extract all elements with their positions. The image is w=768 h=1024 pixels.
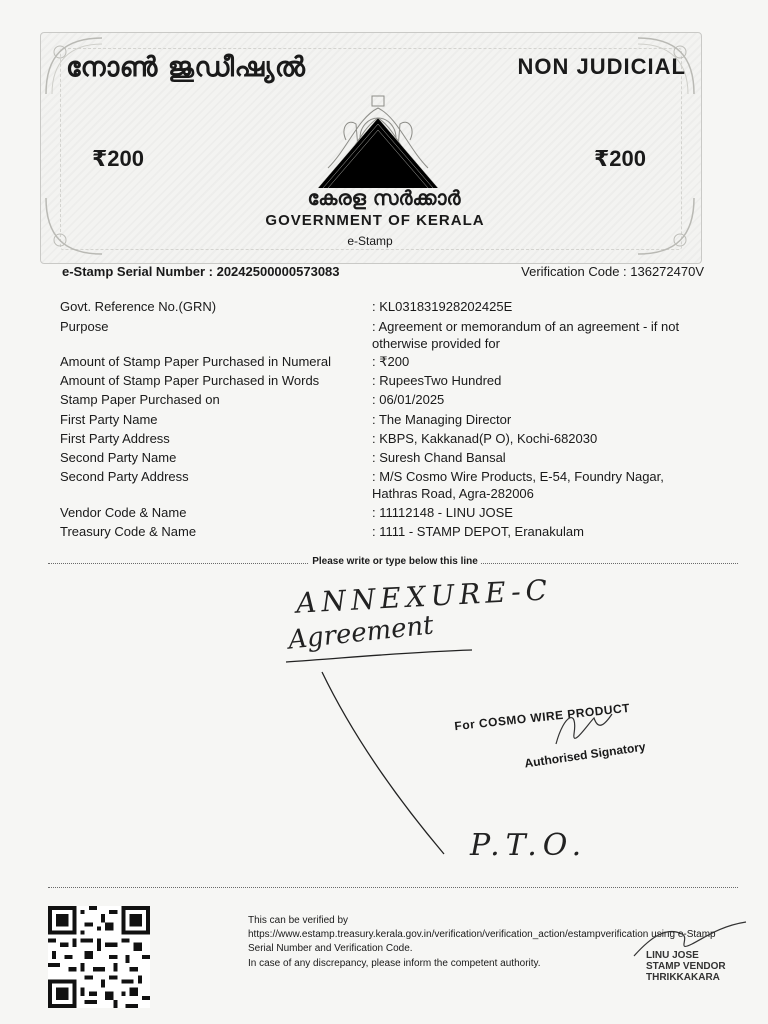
authorised-signatory: Authorised Signatory [523, 739, 647, 771]
detail-label: Treasury Code & Name [60, 524, 197, 539]
write-below-label [0, 556, 768, 567]
detail-value: : The Managing Director [372, 412, 512, 427]
qr-code-icon [48, 906, 150, 1008]
detail-value: : M/S Cosmo Wire Products, E-54, Foundry Nagar, Hathras Road, Agra-282006 [372, 469, 664, 501]
vendor-name: LINU JOSE [646, 950, 699, 961]
detail-label: Second Party Name [60, 450, 177, 465]
detail-value: : ₹200 [372, 354, 410, 369]
detail-value: : KL031831928202425E [372, 299, 513, 314]
verification-code: Verification Code : 136272470V [521, 264, 704, 279]
detail-label: First Party Address [60, 431, 170, 446]
vendor-role: STAMP VENDOR [646, 961, 726, 972]
government-title: GOVERNMENT OF KERALA [265, 212, 485, 229]
kerala-emblem-icon [318, 88, 438, 188]
detail-value: : Agreement or memorandum of an agreement - if not otherwise provided for [372, 319, 680, 351]
company-stamp: For COSMO WIRE PRODUCT [453, 700, 631, 734]
estamp-label: e-Stamp [347, 234, 393, 248]
english-title: NON JUDICIAL [517, 54, 686, 79]
detail-label: Purpose [60, 319, 109, 334]
detail-label: Vendor Code & Name [60, 505, 187, 520]
stamp-value-left: ₹200 [92, 146, 145, 171]
detail-value: : 1111 - STAMP DEPOT, Eranakulam [372, 524, 584, 539]
bottom-divider [48, 887, 738, 888]
write-below-text: Please write or type below this line [309, 556, 481, 567]
underline-stroke [286, 648, 476, 668]
discrepancy-notice: In case of any discrepancy, please inform the competent authority. [248, 958, 541, 969]
detail-value: : KBPS, Kakkanad(P O), Kochi-682030 [372, 431, 598, 446]
detail-label: Amount of Stamp Paper Purchased in Words [60, 373, 320, 388]
detail-label: Second Party Address [60, 469, 189, 484]
detail-value: : RupeesTwo Hundred [372, 373, 502, 388]
stamp-value-right: ₹200 [593, 146, 646, 171]
detail-label: Stamp Paper Purchased on [60, 392, 220, 407]
serial-number: e-Stamp Serial Number : 20242500000573083 [62, 264, 340, 279]
detail-value: : 11112148 - LINU JOSE [372, 505, 513, 520]
detail-label: First Party Name [60, 412, 158, 427]
detail-label: Govt. Reference No.(GRN) [60, 299, 217, 314]
detail-label: Amount of Stamp Paper Purchased in Numeral [60, 354, 331, 369]
detail-value: : Suresh Chand Bansal [372, 450, 506, 465]
handwritten-agreement: Agreement [286, 610, 436, 656]
detail-value: : 06/01/2025 [372, 392, 445, 407]
handwritten-pto: P.T.O. [470, 828, 588, 863]
malayalam-government: കേരള സർക്കാർ [307, 186, 461, 210]
malayalam-title: നോൺ ജുഡീഷ്യൽ [66, 52, 306, 83]
verification-instructions: This can be verified by https://www.estamp.treasury.kerala.gov.in/verification/verification_action/estampverification using e-Stamp Serial Number and Verification Code. [248, 915, 716, 954]
handwritten-annexure: ANNEXURE-C [295, 573, 553, 620]
handwritten-line [320, 670, 460, 860]
vendor-stamp [646, 950, 746, 983]
vendor-place: THRIKKAKARA [646, 972, 720, 983]
